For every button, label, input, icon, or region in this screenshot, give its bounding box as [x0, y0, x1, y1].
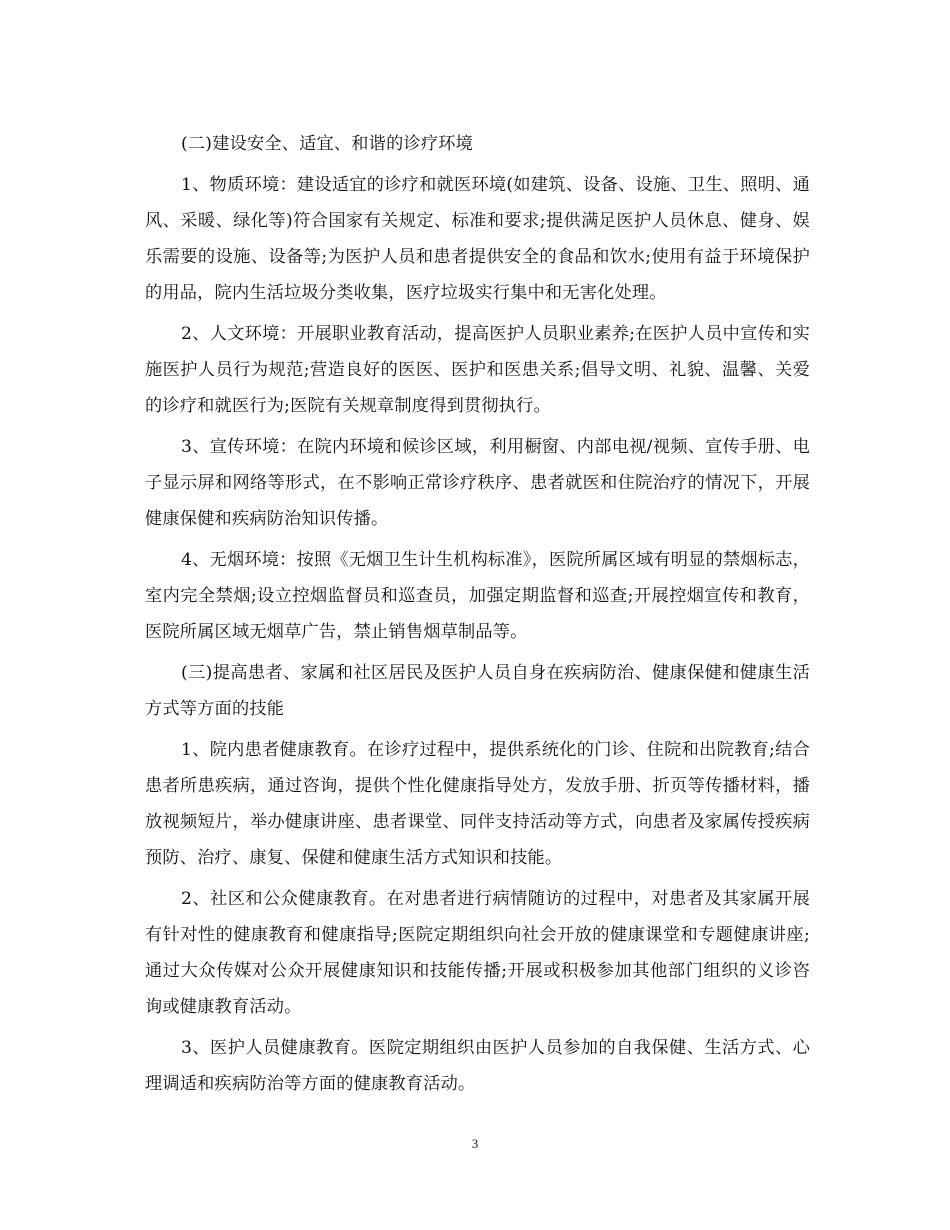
document-body	[145, 126, 810, 1107]
paragraph-community-education: 2、社区和公众健康教育。在对患者进行病情随访的过程中，对患者及其家属开展有针对性的健康教育和健康指导;医院定期组织向社会开放的健康课堂和专题健康讲座;通过大众传媒对公众开展健康知识和技能传播;开展或积极参加其他部门组织的义诊咨询或健康教育活动。	[145, 889, 810, 1017]
section-heading-3: (三)提高患者、家属和社区居民及医护人员自身在疾病防治、健康保健和健康生活方式等方面的技能	[145, 663, 810, 719]
page-number: 3	[471, 1136, 479, 1151]
paragraph-humanistic-environment: 2、人文环境：开展职业教育活动，提高医护人员职业素养;在医护人员中宣传和实施医护人员行为规范;营造良好的医医、医护和医患关系;倡导文明、礼貌、温馨、关爱的诊疗和就医行为;医院有关规章制度得到贯彻执行。	[145, 324, 810, 416]
paragraph-staff-education: 3、医护人员健康教育。医院定期组织由医护人员参加的自我保健、生活方式、心理调适和疾病防治等方面的健康教育活动。	[145, 1038, 810, 1094]
section-heading-2: (二)建设安全、适宜、和谐的诊疗环境	[181, 134, 474, 154]
paragraph-smoke-free-environment: 4、无烟环境：按照《无烟卫生计生机构标准》，医院所属区域有明显的禁烟标志，室内完全禁烟;设立控烟监督员和巡查员，加强定期监督和巡查;开展控烟宣传和教育，医院所属区域无烟草广告，禁止销售烟草制品等。	[145, 550, 810, 642]
paragraph-publicity-environment: 3、宣传环境：在院内环境和候诊区域，利用橱窗、内部电视/视频、宣传手册、电子显示屏和网络等形式，在不影响正常诊疗秩序、患者就医和住院治疗的情况下，开展健康保健和疾病防治知识传播。	[145, 437, 810, 529]
paragraph-physical-environment: 1、物质环境：建设适宜的诊疗和就医环境(如建筑、设备、设施、卫生、照明、通风、采暖、绿化等)符合国家有关规定、标准和要求;提供满足医护人员休息、健身、娱乐需要的设施、设备等;为医护人员和患者提供安全的食品和饮水;使用有益于环境保护的用品，院内生活垃圾分类收集，医疗垃圾实行集中和无害化处理。	[145, 175, 810, 303]
paragraph-inpatient-education: 1、院内患者健康教育。在诊疗过程中，提供系统化的门诊、住院和出院教育;结合患者所患疾病，通过咨询，提供个性化健康指导处方，发放手册、折页等传播材料，播放视频短片，举办健康讲座、患者课堂、同伴支持活动等方式，向患者及家属传授疾病预防、治疗、康复、保健和健康生活方式知识和技能。	[145, 740, 810, 868]
